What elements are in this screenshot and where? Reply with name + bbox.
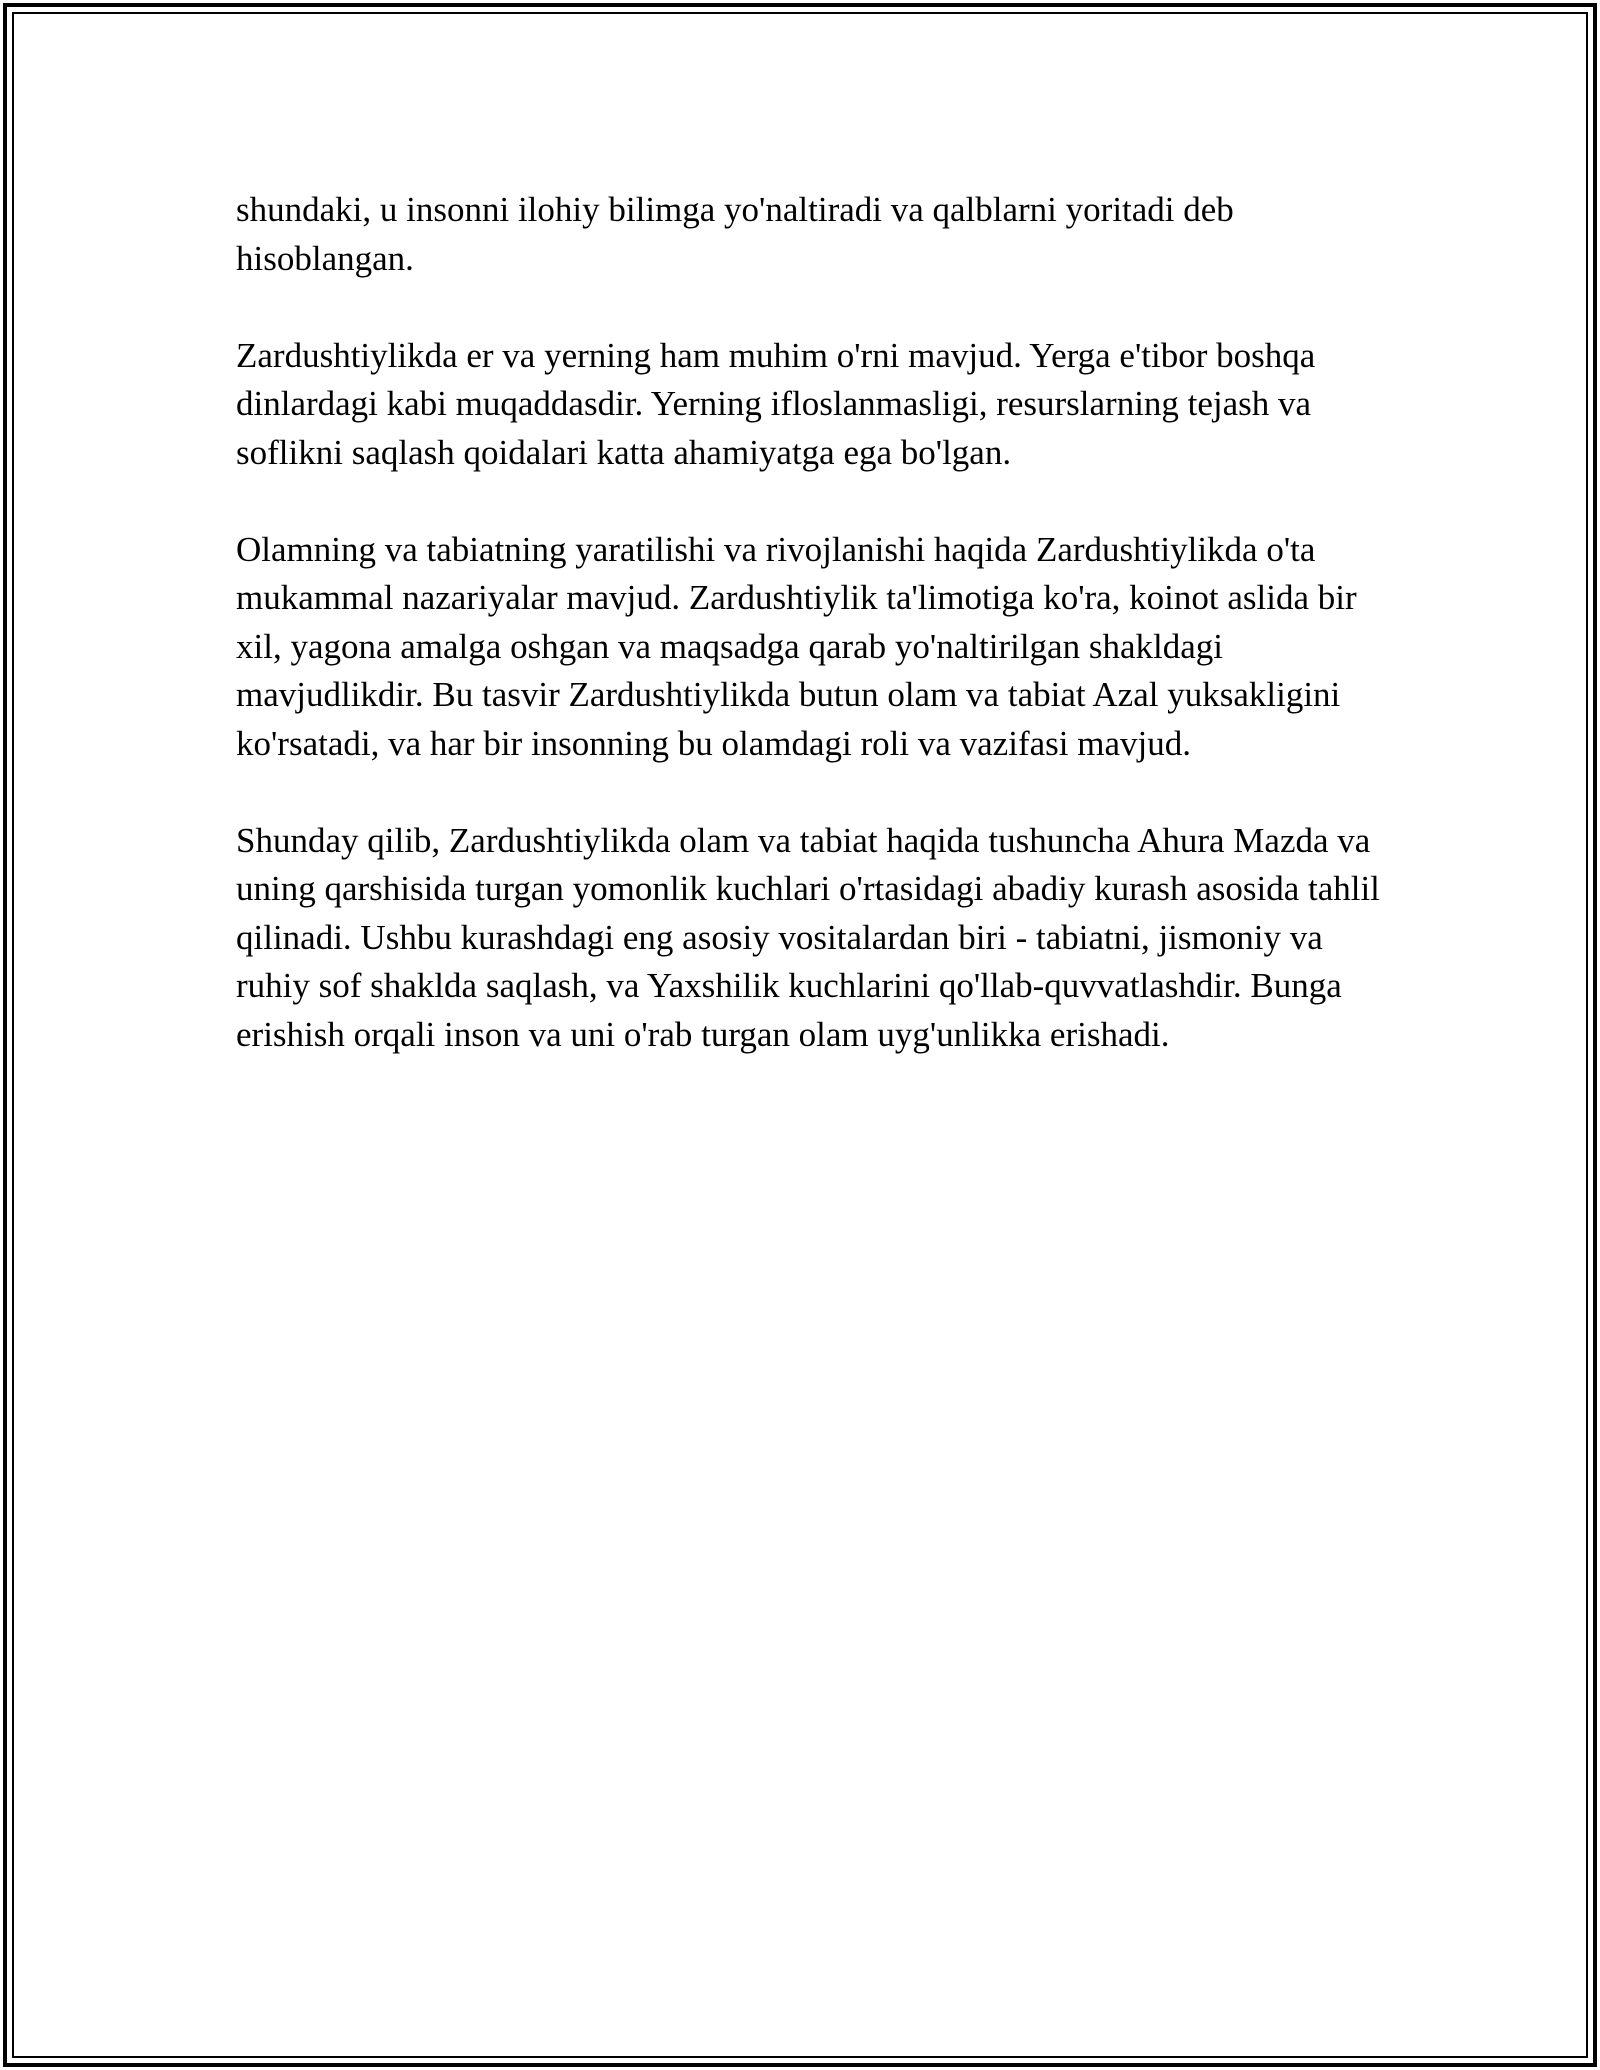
document-body bbox=[236, 186, 1386, 1059]
paragraph-3: Olamning va tabiatning yaratilishi va rivojlanishi haqida Zardushtiylikda o'ta mukammal nazariyalar mavjud. Zardushtiylik ta'limotiga ko'ra, koinot aslida bir xil, yagona amalga oshgan va maqsadga qarab yo'naltirilgan shakldagi mavjudlikdir. Bu tasvir Zardushtiylikda butun olam va tabiat Azal yuksakligini ko'rsatadi, va har bir insonning bu olamdagi roli va vazifasi mavjud. bbox=[236, 529, 1357, 763]
paragraph-4: Shunday qilib, Zardushtiylikda olam va tabiat haqida tushuncha Ahura Mazda va uning qarshisida turgan yomonlik kuchlari o'rtasidagi abadiy kurash asosida tahlil qilinadi. Ushbu kurashdagi eng asosiy vositalardan biri - tabiatni, jismoniy va ruhiy sof shaklda saqlash, va Yaxshilik kuchlarini qo'llab-quvvatlashdir. Bunga erishish orqali inson va uni o'rab turgan olam uyg'unlikka erishadi. bbox=[236, 820, 1380, 1054]
paragraph-1: shundaki, u insonni ilohiy bilimga yo'naltiradi va qalblarni yoritadi deb hisoblangan. bbox=[236, 190, 1234, 278]
paragraph-2: Zardushtiylikda er va yerning ham muhim o'rni mavjud. Yerga e'tibor boshqa dinlardagi kabi muqaddasdir. Yerning ifloslanmasligi, resurslarning tejash va soflikni saqlash qoidalari katta ahamiyatga ega bo'lgan. bbox=[236, 335, 1316, 472]
